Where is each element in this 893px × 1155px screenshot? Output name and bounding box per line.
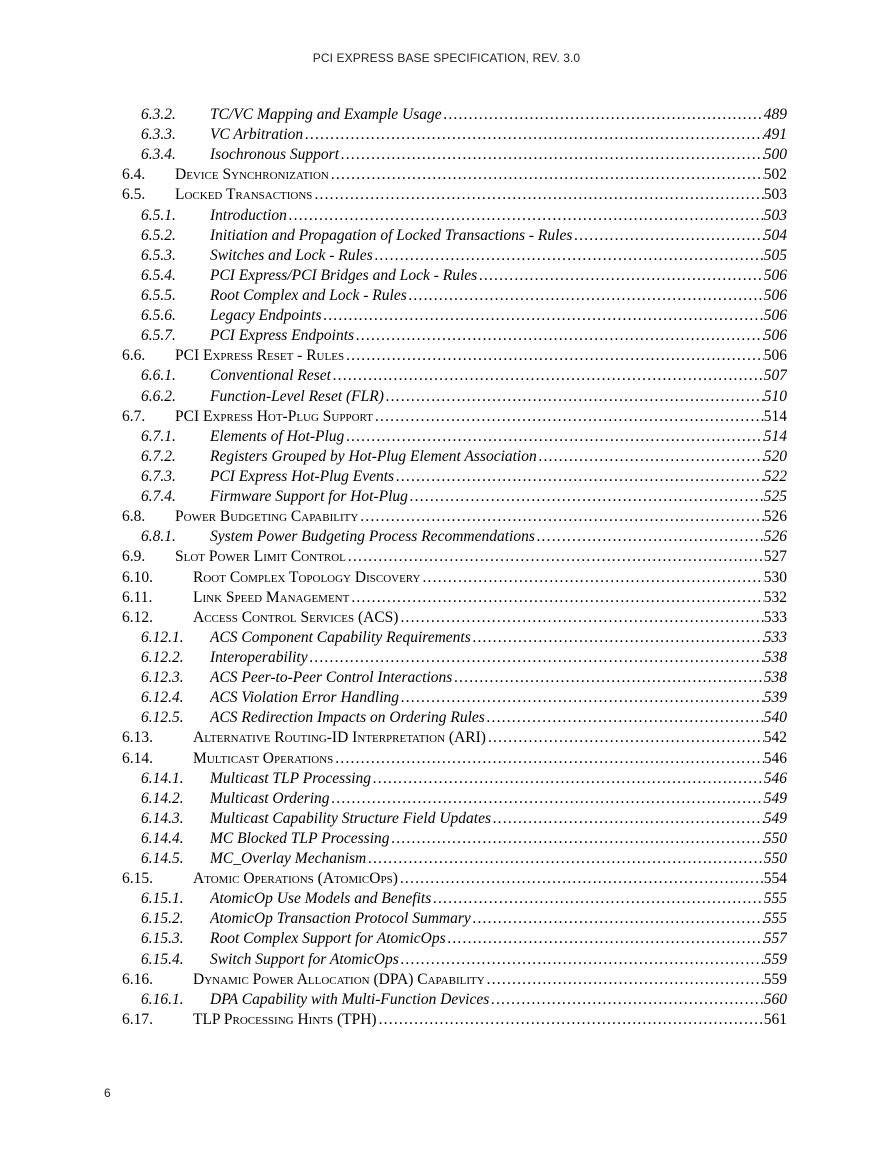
toc-entry-line: [193, 568, 787, 588]
toc-entry[interactable]: [0, 145, 893, 165]
toc-entry-page: 506: [763, 347, 787, 365]
toc-entry-line: [175, 407, 787, 427]
toc-entry-number: 6.5.6.: [141, 307, 176, 325]
toc-entry-title: MC_Overlay Mechanism: [210, 850, 367, 868]
toc-entry[interactable]: [0, 970, 893, 990]
toc-entry[interactable]: [0, 165, 893, 185]
toc-entry[interactable]: [0, 909, 893, 929]
toc-entry-number: 6.10.: [122, 568, 153, 586]
toc-entry-number: 6.4.: [122, 166, 146, 184]
toc-entry-number: 6.12.4.: [141, 689, 184, 707]
toc-entry-page: 510: [763, 387, 787, 405]
page-number: 6: [104, 1086, 111, 1100]
toc-entry-title: Alternative Routing-ID Interpretation (ARI): [193, 729, 486, 747]
toc-entry-number: 6.5.7.: [141, 327, 176, 345]
dot-leader: [471, 628, 764, 648]
dot-leader: [408, 487, 764, 507]
toc-entry-number: 6.15.4.: [141, 950, 184, 968]
toc-entry-page: 542: [763, 729, 787, 747]
toc-entry-line: [210, 226, 787, 246]
toc-entry-page: 555: [763, 910, 787, 928]
toc-entry-number: 6.15.3.: [141, 930, 184, 948]
toc-entry-line: [210, 688, 787, 708]
toc-entry-number: 6.3.4.: [141, 146, 176, 164]
dot-leader: [349, 588, 763, 608]
toc-entry-number: 6.7.1.: [141, 427, 176, 445]
dot-leader: [331, 366, 764, 386]
toc-entry[interactable]: [0, 728, 893, 748]
toc-entry-page: 526: [763, 528, 787, 546]
toc-entry-number: 6.3.3.: [141, 126, 176, 144]
toc-entry-title: Firmware Support for Hot-Plug: [210, 488, 408, 506]
dot-leader: [420, 568, 763, 588]
toc-entry[interactable]: [0, 708, 893, 728]
toc-entry[interactable]: [0, 185, 893, 205]
toc-entry-page: 549: [763, 809, 787, 827]
toc-entry-title: ACS Peer-to-Peer Control Interactions: [210, 669, 453, 687]
dot-leader: [354, 326, 764, 346]
toc-entry-title: Access Control Services (ACS): [193, 608, 399, 626]
toc-entry[interactable]: [0, 387, 893, 407]
dot-leader: [358, 507, 763, 527]
dot-leader: [384, 387, 764, 407]
toc-entry-line: [210, 487, 787, 507]
toc-entry-line: [210, 306, 787, 326]
dot-leader: [394, 467, 764, 487]
toc-entry-number: 6.7.3.: [141, 467, 176, 485]
toc-entry-title: PCI Express Endpoints: [210, 327, 355, 345]
toc-entry-page: 546: [763, 749, 787, 767]
toc-entry[interactable]: [0, 688, 893, 708]
dot-leader: [344, 427, 763, 447]
dot-leader: [366, 849, 764, 869]
toc-entry[interactable]: [0, 789, 893, 809]
toc-entry-line: [210, 246, 787, 266]
toc-entry-number: 6.12.2.: [141, 648, 184, 666]
toc-entry-number: 6.13.: [122, 729, 153, 747]
dot-leader: [535, 527, 764, 547]
toc-entry[interactable]: [0, 809, 893, 829]
toc-entry-line: [210, 206, 787, 226]
toc-entry[interactable]: [0, 125, 893, 145]
toc-entry-line: [193, 728, 787, 748]
toc-entry-page: 533: [763, 608, 787, 626]
dot-leader: [452, 668, 763, 688]
dot-leader: [371, 769, 764, 789]
toc-entry-page: 525: [763, 488, 787, 506]
toc-entry-number: 6.14.2.: [141, 789, 184, 807]
toc-entry-number: 6.12.5.: [141, 709, 184, 727]
toc-entry-number: 6.8.1.: [141, 528, 176, 546]
toc-entry-title: System Power Budgeting Process Recommendations: [210, 528, 535, 546]
toc-entry-title: Switch Support for AtomicOps: [210, 950, 399, 968]
toc-entry-title: Legacy Endpoints: [210, 307, 322, 325]
toc-entry-title: Root Complex and Lock - Rules: [210, 286, 407, 304]
toc-entry-title: DPA Capability with Multi-Function Devices: [210, 990, 490, 1008]
toc-entry-line: [210, 909, 787, 929]
toc-entry-line: [193, 608, 787, 628]
dot-leader: [333, 749, 763, 769]
toc-entry-line: [210, 527, 787, 547]
dot-leader: [442, 105, 764, 125]
toc-entry-title: Multicast Ordering: [210, 789, 330, 807]
dot-leader: [322, 306, 764, 326]
toc-entry-line: [175, 165, 787, 185]
toc-entry-line: [210, 648, 787, 668]
toc-entry-page: 503: [763, 186, 787, 204]
dot-leader: [485, 970, 764, 990]
dot-leader: [572, 226, 763, 246]
dot-leader: [373, 246, 764, 266]
toc-entry-title: Multicast Operations: [193, 749, 334, 767]
toc-entry-title: Multicast Capability Structure Field Updates: [210, 809, 491, 827]
toc-entry-line: [175, 507, 787, 527]
toc-entry-page: 505: [763, 246, 787, 264]
toc-entry-line: [193, 869, 787, 889]
toc-entry[interactable]: [0, 889, 893, 909]
toc-entry-title: Initiation and Propagation of Locked Transactions - Rules: [210, 226, 573, 244]
toc-entry[interactable]: [0, 749, 893, 769]
toc-entry-page: 489: [763, 106, 787, 123]
toc-entry[interactable]: [0, 366, 893, 386]
dot-leader: [303, 125, 764, 145]
toc-entry-number: 6.8.: [122, 508, 146, 526]
toc-entry[interactable]: [0, 668, 893, 688]
toc-entry-number: 6.14.3.: [141, 809, 184, 827]
toc-entry-line: [210, 628, 787, 648]
toc-entry-line: [210, 286, 787, 306]
toc-entry-number: 6.14.4.: [141, 829, 184, 847]
toc-entry-title: PCI Express Reset - Rules: [175, 347, 345, 365]
toc-entry[interactable]: [0, 849, 893, 869]
toc-entry-line: [210, 668, 787, 688]
toc-entry-title: Conventional Reset: [210, 367, 331, 385]
toc-entry[interactable]: [0, 1010, 893, 1030]
toc-entry-title: Locked Transactions: [175, 186, 313, 204]
toc-entry-title: AtomicOp Transaction Protocol Summary: [210, 910, 471, 928]
toc-entry[interactable]: [0, 266, 893, 286]
toc-entry-page: 554: [763, 870, 787, 888]
toc-entry-page: 491: [763, 126, 787, 144]
toc-entry-title: ACS Violation Error Handling: [210, 689, 400, 707]
toc-entry-number: 6.9.: [122, 548, 146, 566]
toc-entry-number: 6.5.4.: [141, 266, 176, 284]
dot-leader: [431, 889, 763, 909]
toc-entry-number: 6.12.3.: [141, 669, 184, 687]
toc-entry-title: Power Budgeting Capability: [175, 508, 359, 526]
toc-entry-title: MC Blocked TLP Processing: [210, 829, 390, 847]
toc-entry-title: Registers Grouped by Hot-Plug Element Association: [210, 447, 537, 465]
toc-entry[interactable]: [0, 507, 893, 527]
toc-entry-page: 560: [763, 990, 787, 1008]
toc-entry-line: [210, 849, 787, 869]
toc-entry-page: 503: [763, 206, 787, 224]
toc-entry-page: 500: [763, 146, 787, 164]
dot-leader: [398, 608, 763, 628]
toc-entry-title: Introduction: [210, 206, 287, 224]
toc-entry-title: Switches and Lock - Rules: [210, 246, 373, 264]
toc-entry-line: [210, 829, 787, 849]
toc-entry-title: Device Synchronization: [175, 166, 329, 184]
toc-entry-number: 6.5.5.: [141, 286, 176, 304]
toc-entry-page: 550: [763, 850, 787, 868]
toc-entry-number: 6.5.2.: [141, 226, 176, 244]
dot-leader: [308, 648, 764, 668]
toc-entry-number: 6.14.5.: [141, 850, 184, 868]
toc-entry-page: 540: [763, 709, 787, 727]
toc-entry-number: 6.15.1.: [141, 890, 184, 908]
toc-entry[interactable]: [0, 527, 893, 547]
toc-entry-page: 559: [763, 970, 787, 988]
dot-leader: [339, 145, 764, 165]
toc-entry-number: 6.11.: [122, 588, 153, 606]
toc-entry[interactable]: [0, 447, 893, 467]
dot-leader: [489, 990, 764, 1010]
toc-entry-number: 6.16.: [122, 970, 153, 988]
toc-entry-page: 530: [763, 568, 787, 586]
toc-entry-line: [210, 950, 787, 970]
toc-entry-number: 6.6.2.: [141, 387, 176, 405]
toc-entry-title: ACS Component Capability Requirements: [210, 628, 471, 646]
toc-entry-number: 6.17.: [122, 1010, 153, 1028]
toc-entry[interactable]: [0, 588, 893, 608]
toc-entry[interactable]: [0, 427, 893, 447]
toc-entry-page: 514: [763, 427, 787, 445]
toc-entry[interactable]: [0, 206, 893, 226]
page-header: PCI EXPRESS BASE SPECIFICATION, REV. 3.0: [312, 51, 581, 65]
toc-entry-page: 506: [763, 307, 787, 325]
toc-entry-line: [210, 769, 787, 789]
toc-entry-page: 526: [763, 508, 787, 526]
toc-entry[interactable]: [0, 869, 893, 889]
toc-entry-title: PCI Express Hot-Plug Events: [210, 467, 395, 485]
toc-entry-line: [193, 749, 787, 769]
toc-entry-title: Interoperability: [210, 648, 308, 666]
toc-entry[interactable]: [0, 929, 893, 949]
toc-entry-page: 561: [763, 1010, 787, 1028]
toc-entry-number: 6.3.2.: [141, 106, 176, 123]
toc-entry[interactable]: [0, 306, 893, 326]
toc-entry-line: [210, 326, 787, 346]
toc-entry[interactable]: [0, 990, 893, 1010]
toc-entry-number: 6.5.1.: [141, 206, 176, 224]
toc-entry-title: Slot Power Limit Control: [175, 548, 346, 566]
toc-entry-page: 557: [763, 930, 787, 948]
dot-leader: [330, 789, 764, 809]
toc-entry[interactable]: [0, 628, 893, 648]
dot-leader: [377, 1010, 764, 1030]
toc-entry-title: Elements of Hot-Plug: [210, 427, 345, 445]
toc-entry-line: [210, 387, 787, 407]
toc-entry-title: Root Complex Topology Discovery: [193, 568, 421, 586]
toc-entry-page: 502: [763, 166, 787, 184]
toc-entry-line: [175, 346, 787, 366]
toc-entry[interactable]: [0, 246, 893, 266]
toc-entry-page: 546: [763, 769, 787, 787]
dot-leader: [486, 728, 764, 748]
toc-entry[interactable]: [0, 226, 893, 246]
toc-entry-line: [210, 427, 787, 447]
toc-entry-line: [193, 1010, 787, 1030]
dot-leader: [344, 346, 764, 366]
toc-entry-number: 6.6.: [122, 347, 146, 365]
toc-entry[interactable]: [0, 547, 893, 567]
toc-entry-line: [210, 789, 787, 809]
toc-entry[interactable]: [0, 487, 893, 507]
toc-entry-line: [210, 266, 787, 286]
toc-entry-number: 6.7.2.: [141, 447, 176, 465]
dot-leader: [346, 547, 764, 567]
dot-leader: [537, 447, 764, 467]
dot-leader: [373, 407, 764, 427]
dot-leader: [399, 950, 764, 970]
dot-leader: [477, 266, 764, 286]
toc-entry-line: [210, 125, 787, 145]
toc-entry-title: VC Arbitration: [210, 126, 304, 144]
toc-entry-page: 506: [763, 286, 787, 304]
toc-entry-number: 6.16.1.: [141, 990, 184, 1008]
toc-entry-line: [210, 929, 787, 949]
toc-entry-number: 6.15.2.: [141, 910, 184, 928]
toc-entry-page: 506: [763, 266, 787, 284]
toc-entry-page: 532: [763, 588, 787, 606]
dot-leader: [329, 165, 764, 185]
toc-entry-line: [210, 708, 787, 728]
toc-entry-number: 6.12.: [122, 608, 153, 626]
toc-entry-line: [210, 366, 787, 386]
toc-entry-title: PCI Express Hot-Plug Support: [175, 407, 373, 425]
toc-entry-number: 6.6.1.: [141, 367, 176, 385]
toc-entry-title: PCI Express/PCI Bridges and Lock - Rules: [210, 266, 478, 284]
toc-entry-line: [193, 588, 787, 608]
toc-entry-page: 504: [763, 226, 787, 244]
toc-entry-number: 6.15.: [122, 870, 153, 888]
toc-entry-line: [193, 970, 787, 990]
toc-entry-title: Dynamic Power Allocation (DPA) Capability: [193, 970, 485, 988]
toc-entry[interactable]: [0, 346, 893, 366]
toc-entry-line: [210, 447, 787, 467]
toc-entry[interactable]: [0, 286, 893, 306]
toc-entry-title: Root Complex Support for AtomicOps: [210, 930, 446, 948]
toc-entry-page: 539: [763, 689, 787, 707]
toc-entry-title: Link Speed Management: [193, 588, 350, 606]
toc-entry-number: 6.7.: [122, 407, 146, 425]
toc-entry-line: [210, 105, 787, 125]
toc-entry-title: Isochronous Support: [210, 146, 340, 164]
toc-entry-number: 6.5.: [122, 186, 146, 204]
toc-entry-page: 514: [763, 407, 787, 425]
toc-entry-line: [210, 145, 787, 165]
toc-entry-page: 507: [763, 367, 787, 385]
toc-entry[interactable]: [0, 568, 893, 588]
toc-entry[interactable]: [0, 105, 893, 125]
toc-entry-line: [175, 547, 787, 567]
toc-entry-page: 520: [763, 447, 787, 465]
dot-leader: [407, 286, 764, 306]
dot-leader: [446, 929, 764, 949]
toc-entry-line: [210, 809, 787, 829]
toc-entry-page: 550: [763, 829, 787, 847]
toc-entry-line: [210, 990, 787, 1010]
toc-entry[interactable]: [0, 769, 893, 789]
toc-entry-title: AtomicOp Use Models and Benefits: [210, 890, 432, 908]
toc-entry-line: [175, 185, 787, 205]
toc-entry[interactable]: [0, 467, 893, 487]
toc-entry[interactable]: [0, 326, 893, 346]
toc-entry-page: 555: [763, 890, 787, 908]
toc-entry-page: 538: [763, 669, 787, 687]
dot-leader: [485, 708, 764, 728]
toc-entry[interactable]: [0, 608, 893, 628]
toc-entry-title: TLP Processing Hints (TPH): [193, 1010, 377, 1028]
toc-entry-page: 522: [763, 467, 787, 485]
toc-entry-title: Function-Level Reset (FLR): [210, 387, 384, 405]
toc-entry-title: Atomic Operations (AtomicOps): [193, 870, 398, 888]
toc-entry-page: 527: [763, 548, 787, 566]
dot-leader: [312, 185, 763, 205]
table-of-contents: [0, 105, 893, 1030]
toc-entry-line: [210, 889, 787, 909]
toc-entry-title: ACS Redirection Impacts on Ordering Rules: [210, 709, 485, 727]
toc-entry-page: 549: [763, 789, 787, 807]
toc-entry[interactable]: [0, 407, 893, 427]
toc-entry-page: 538: [763, 648, 787, 666]
dot-leader: [398, 869, 764, 889]
toc-entry-number: 6.12.1.: [141, 628, 184, 646]
dot-leader: [390, 829, 764, 849]
toc-entry[interactable]: [0, 950, 893, 970]
toc-entry-title: Multicast TLP Processing: [210, 769, 372, 787]
toc-entry-title: TC/VC Mapping and Example Usage: [210, 106, 442, 123]
dot-leader: [491, 809, 764, 829]
toc-entry-line: [210, 467, 787, 487]
toc-entry[interactable]: [0, 829, 893, 849]
toc-entry[interactable]: [0, 648, 893, 668]
toc-entry-page: 559: [763, 950, 787, 968]
toc-entry-number: 6.7.4.: [141, 488, 176, 506]
dot-leader: [399, 688, 764, 708]
toc-entry-page: 533: [763, 628, 787, 646]
toc-entry-number: 6.14.: [122, 749, 153, 767]
toc-entry-page: 506: [763, 327, 787, 345]
toc-entry-number: 6.14.1.: [141, 769, 184, 787]
dot-leader: [471, 909, 764, 929]
toc-entry-number: 6.5.3.: [141, 246, 176, 264]
dot-leader: [287, 206, 764, 226]
